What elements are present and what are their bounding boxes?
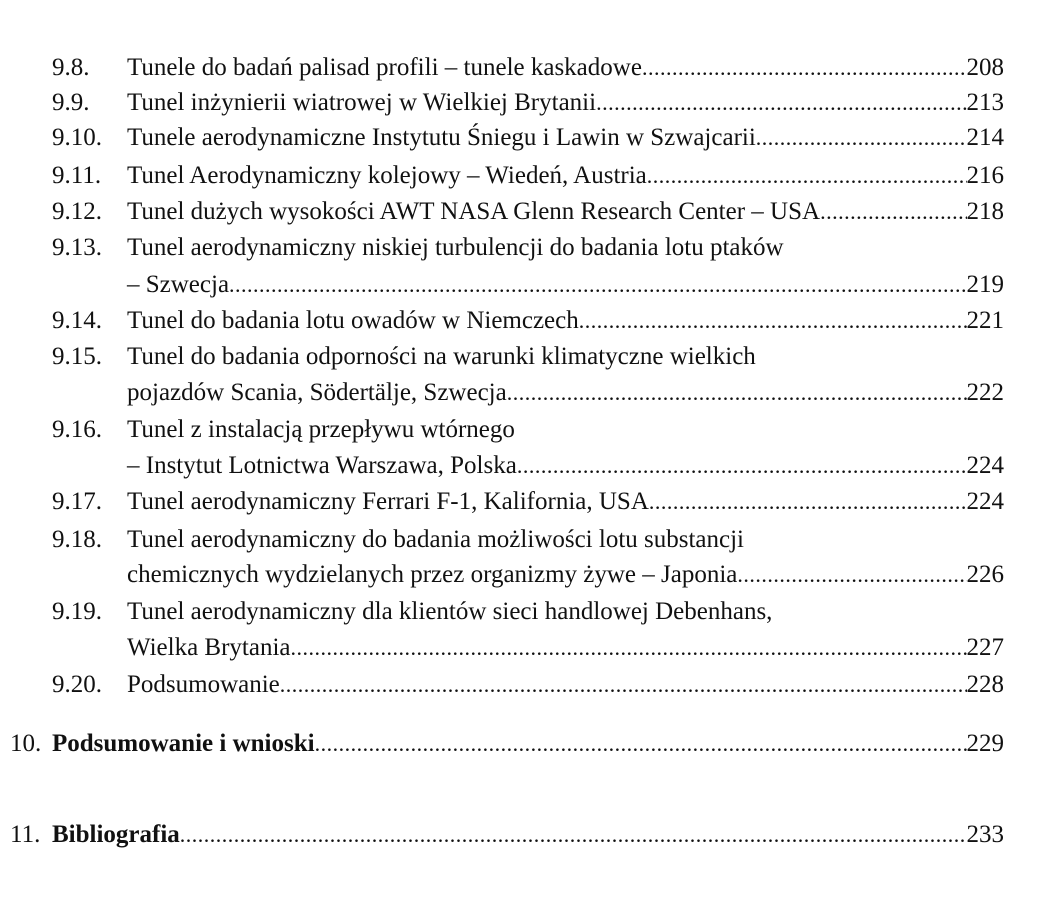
toc-entry-number: 9.8. — [52, 54, 90, 81]
toc-entry-line — [0, 267, 1054, 303]
toc-entry-number: 9.13. — [52, 234, 102, 261]
toc-entry-line — [0, 50, 1054, 86]
toc-entry-title: Tunele do badań palisad profili – tunele kaskadowe — [127, 54, 642, 81]
toc-entry-line — [0, 85, 1054, 121]
toc-page-number: 213 — [966, 89, 1004, 116]
toc-entry-line — [0, 522, 1054, 558]
toc-entry-title: Tunel do badania odporności na warunki klimatyczne wielkich — [127, 343, 756, 370]
toc-entry-number: 9.10. — [52, 124, 102, 151]
dot-leader — [180, 817, 967, 853]
toc-entry-title: Tunel aerodynamiczny dla klientów sieci handlowej Debenhans, — [127, 598, 773, 625]
toc-entry-number: 9.12. — [52, 198, 102, 225]
toc-entry-text — [127, 339, 1004, 375]
dot-leader — [280, 667, 967, 703]
toc-entry-line — [0, 484, 1054, 520]
toc-entry-line — [0, 230, 1054, 266]
toc-entry-text — [127, 230, 1004, 266]
toc-entry-title: chemicznych wydzielanych przez organizmy żywe – Japonia — [127, 561, 738, 588]
toc-chapter-line — [0, 817, 1054, 853]
toc-entry-title: – Instytut Lotnictwa Warszawa, Polska — [127, 452, 517, 479]
toc-entry-title: Tunel Aerodynamiczny kolejowy – Wiedeń, Austria — [127, 162, 647, 189]
toc-entry-text — [127, 667, 1004, 703]
toc-entry-title: Tunel dużych wysokości AWT NASA Glenn Research Center – USA — [127, 198, 821, 225]
toc-page-number: 226 — [966, 561, 1004, 588]
toc-entry-number: 9.18. — [52, 526, 102, 553]
toc-entry-line — [0, 448, 1054, 484]
toc-entry-number: 9.17. — [52, 488, 102, 515]
toc-entry-text — [127, 303, 1004, 339]
toc-page-number: 219 — [966, 271, 1004, 298]
toc-entry-number: 9.15. — [52, 343, 102, 370]
toc-entry-text — [127, 484, 1004, 520]
toc-page-number: 228 — [966, 671, 1004, 698]
toc-chapter-title: Bibliografia — [52, 821, 180, 848]
toc-entry-number: 9.16. — [52, 416, 102, 443]
toc-chapter-line — [0, 726, 1054, 762]
toc-chapter-text — [52, 726, 1004, 762]
toc-page-number: 224 — [966, 452, 1004, 479]
toc-entry-text — [127, 267, 1004, 303]
toc-chapter-number: 10. — [10, 730, 42, 757]
dot-leader — [642, 50, 967, 86]
toc-entry-line — [0, 194, 1054, 230]
toc-chapter-title: Podsumowanie i wnioski — [52, 730, 315, 757]
toc-entry-line — [0, 412, 1054, 448]
dot-leader — [315, 726, 967, 762]
toc-entry-title: Podsumowanie — [127, 671, 280, 698]
toc-page-number: 221 — [966, 307, 1004, 334]
toc-entry-text — [127, 194, 1004, 230]
toc-entry-line — [0, 630, 1054, 666]
dot-leader — [229, 267, 966, 303]
dot-leader — [649, 484, 967, 520]
toc-page-number: 229 — [966, 730, 1004, 757]
toc-entry-number: 9.20. — [52, 671, 102, 698]
toc-chapter-text — [52, 817, 1004, 853]
toc-page-number: 216 — [966, 162, 1004, 189]
toc-entry-number: 9.14. — [52, 307, 102, 334]
toc-entry-title: pojazdów Scania, Södertälje, Szwecja — [127, 379, 507, 406]
dot-leader — [756, 120, 967, 156]
toc-entry-text — [127, 412, 1004, 448]
dot-leader — [596, 85, 966, 121]
toc-page-number: 218 — [966, 198, 1004, 225]
toc-entry-title: Tunel inżynierii wiatrowej w Wielkiej Brytanii — [127, 89, 597, 116]
toc-entry-text — [127, 594, 1004, 630]
toc-page-number: 222 — [966, 379, 1004, 406]
toc-entry-line — [0, 339, 1054, 375]
toc-entry-line — [0, 594, 1054, 630]
toc-entry-title: Wielka Brytania — [127, 634, 291, 661]
toc-entry-title: Tunel aerodynamiczny niskiej turbulencji do badania lotu ptaków — [127, 234, 784, 261]
toc-entry-number: 9.11. — [52, 162, 102, 189]
toc-entry-text — [127, 158, 1004, 194]
toc-entry-line — [0, 557, 1054, 593]
toc-entry-text — [127, 522, 1004, 558]
dot-leader — [507, 375, 967, 411]
toc-entry-line — [0, 303, 1054, 339]
toc-page-number: 233 — [966, 821, 1004, 848]
dot-leader — [647, 158, 967, 194]
toc-page-number: 227 — [966, 634, 1004, 661]
toc-page-number: 214 — [966, 124, 1004, 151]
toc-entry-number: 9.9. — [52, 89, 90, 116]
toc-entry-line — [0, 375, 1054, 411]
toc-entry-text — [127, 448, 1004, 484]
toc-entry-line — [0, 120, 1054, 156]
toc-page-number: 208 — [966, 54, 1004, 81]
toc-entry-title: Tunel do badania lotu owadów w Niemczech — [127, 307, 579, 334]
toc-entry-text — [127, 85, 1004, 121]
toc-entry-title: Tunel aerodynamiczny do badania możliwości lotu substancji — [127, 526, 745, 553]
toc-entry-title: Tunel z instalacją przepływu wtórnego — [127, 416, 515, 443]
dot-leader — [579, 303, 967, 339]
toc-entry-text — [127, 557, 1004, 593]
toc-entry-text — [127, 630, 1004, 666]
toc-entry-title: Tunele aerodynamiczne Instytutu Śniegu i Lawin w Szwajcarii — [127, 124, 756, 151]
toc-entry-line — [0, 158, 1054, 194]
toc-entry-title: Tunel aerodynamiczny Ferrari F-1, Kalifornia, USA — [127, 488, 649, 515]
toc-entry-title: – Szwecja — [127, 271, 230, 298]
toc-entry-text — [127, 375, 1004, 411]
toc-entry-text — [127, 120, 1004, 156]
dot-leader — [291, 630, 967, 666]
toc-entry-text — [127, 50, 1004, 86]
dot-leader — [737, 557, 966, 593]
toc-entry-number: 9.19. — [52, 598, 102, 625]
dot-leader — [517, 448, 967, 484]
toc-entry-line — [0, 667, 1054, 703]
dot-leader — [820, 194, 966, 230]
toc-chapter-number: 11. — [10, 821, 41, 848]
toc-page-number: 224 — [966, 488, 1004, 515]
